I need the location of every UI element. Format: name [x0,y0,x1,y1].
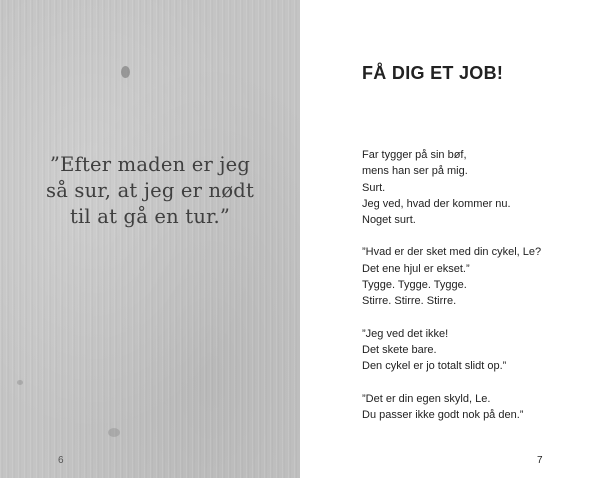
poem-line: Noget surt. [362,214,416,227]
stanza [362,244,592,309]
page-number-right: 7 [537,455,543,466]
poem-line: mens han ser på mig. [362,165,468,178]
poem-line: Du passer ikke godt nok på den.” [362,408,524,421]
quote-line: til at gå en tur.” [69,205,231,228]
poem-line: Det ene hjul er ekset.” [362,262,470,275]
poem-line: Det skete bare. [362,343,437,356]
right-page [300,0,600,478]
pull-quote [20,152,280,230]
poem-line: Tygge. Tygge. Tygge. [362,279,467,292]
paper-speck [108,428,120,437]
paper-speck [121,66,130,78]
page-number-left: 6 [58,455,64,466]
quote-line: så sur, at jeg er nødt [46,179,254,202]
quote-line: ”Efter maden er jeg [49,153,251,176]
poem-line: Stirre. Stirre. Stirre. [362,295,457,308]
poem-line: Surt. [362,181,386,194]
poem-line: ”Jeg ved det ikke! [362,327,449,340]
stanza [362,391,592,424]
poem-line: Jeg ved, hvad der kommer nu. [362,197,511,210]
paper-speck [17,380,23,385]
chapter-title: FÅ DIG ET JOB! [362,63,504,83]
poem-line: Far tygger på sin bøf, [362,149,467,161]
stanza [362,147,592,228]
poem-line: Den cykel er jo totalt slidt op.” [362,360,507,373]
poem-line: ”Det er din egen skyld, Le. [362,392,491,405]
stanza [362,326,592,375]
poem-line: ”Hvad er der sket med din cykel, Le? [362,246,542,259]
poem-text [362,147,592,439]
